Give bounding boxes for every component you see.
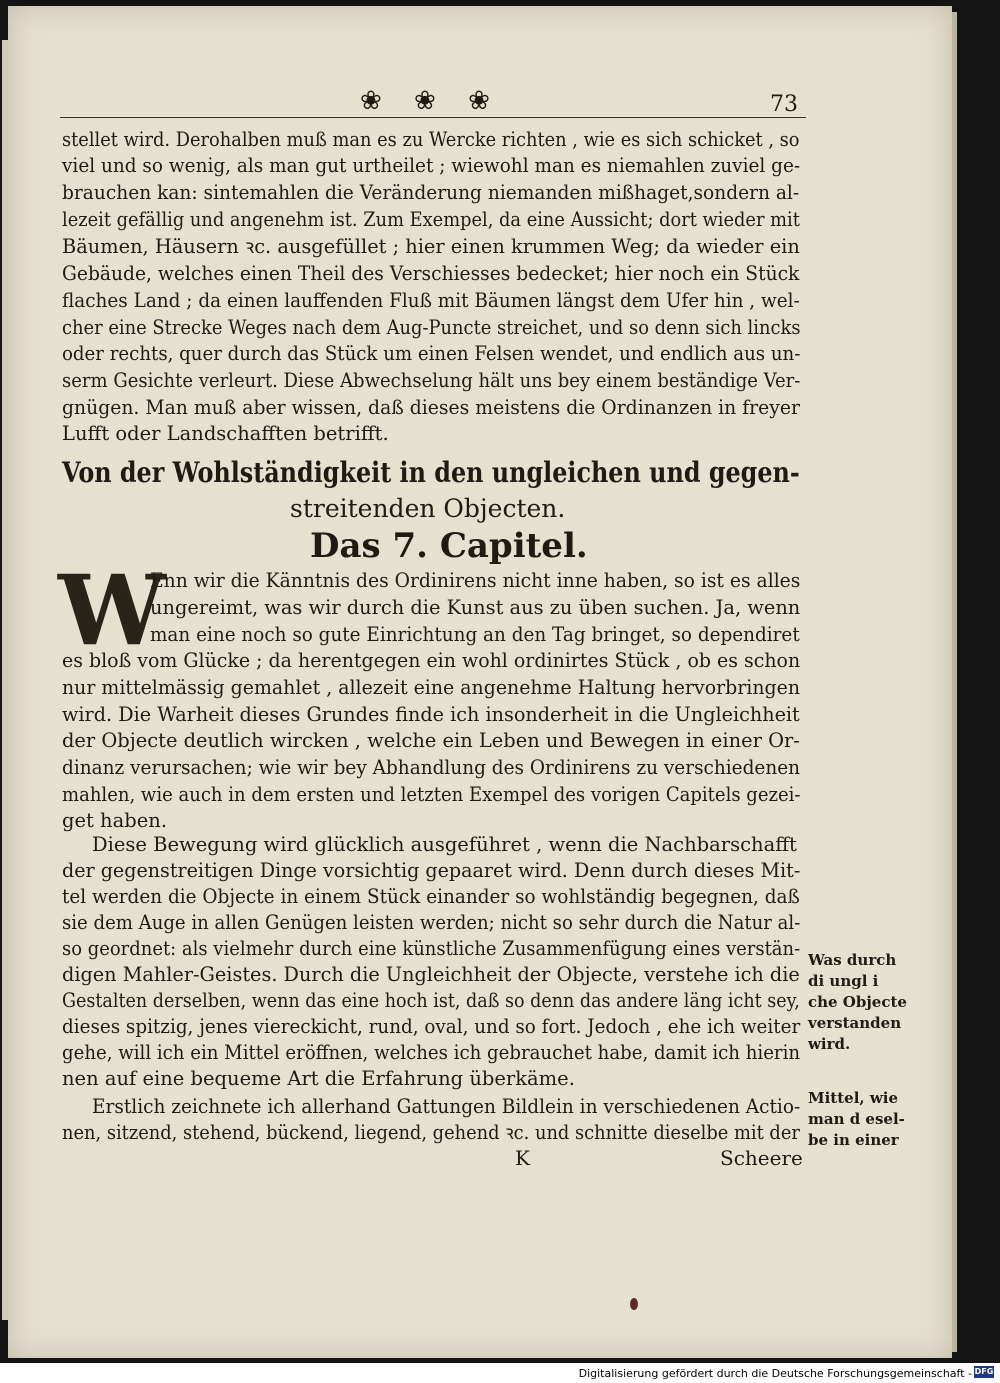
drop-initial: W [58, 554, 166, 667]
text-line: brauchen kan: sintemahlen die Veränderung niemanden mißhaget,sondern al- [62, 181, 800, 204]
text-line: stellet wird. Derohalben muß man es zu Wercke richten , wie es sich schicket , so [62, 128, 800, 151]
text-line: nen auf eine bequeme Art die Erfahrung überkäme. [62, 1067, 575, 1090]
text-line: wird. Die Warheit dieses Grundes finde ich insonderheit in die Ungleichheit [62, 703, 800, 726]
heading-line: streitenden Objecten. [290, 494, 566, 523]
text-line: Enn wir die Känntnis des Ordinirens nicht inne haben, so ist es alles [150, 569, 801, 592]
text-line: digen Mahler-Geistes. Durch die Ungleichheit der Objecte, verstehe ich die [62, 963, 800, 986]
text-line: viel und so wenig, als man gut urtheilet ; wiewohl man es niemahlen zuviel ge- [62, 154, 801, 177]
header-ornaments: ❀ ❀ ❀ [360, 86, 502, 116]
margin-note-line: verstanden [808, 1014, 902, 1032]
text-line: so geordnet: als vielmehr durch eine künstliche Zusammenfügung eines verstän- [62, 937, 801, 960]
text-line: der Objecte deutlich wircken , welche ein Leben und Bewegen in einer Or- [62, 729, 800, 752]
text-line: Diese Bewegung wird glücklich ausgeführet , wenn die Nachbarschafft [92, 833, 797, 856]
dfg-logo: DFG [974, 1367, 994, 1376]
text-line: sie dem Auge in allen Genügen leisten werden; nicht so sehr durch die Natur al- [62, 911, 801, 934]
text-line: ungereimt, was wir durch die Kunst aus zu üben suchen. Ja, wenn [150, 596, 801, 619]
text-line: cher eine Strecke Weges nach dem Aug-Puncte streichet, und so denn sich lincks [62, 316, 801, 339]
text-line: gnügen. Man muß aber wissen, daß dieses meistens die Ordinanzen in freyer [62, 396, 800, 419]
text-line: der gegenstreitigen Dinge vorsichtig gepaaret wird. Denn durch dieses Mit- [62, 859, 801, 882]
text-line: es bloß vom Glücke ; da herentgegen ein wohl ordinirtes Stück , ob es schon [62, 649, 801, 672]
page-number: 73 [770, 92, 798, 117]
text-line: Gebäude, welches einen Theil des Verschiesses bedecket; hier noch ein Stück [62, 262, 800, 285]
ink-stain [630, 1298, 638, 1310]
margin-note-line: man d esel- [808, 1110, 905, 1128]
margin-note-line: wird. [808, 1035, 851, 1053]
text-line: nur mittelmässig gemahlet , allezeit eine angenehme Haltung hervorbringen [62, 676, 801, 699]
text-line: Lufft oder Landschafften betrifft. [62, 422, 389, 445]
margin-note-line: be in einer [808, 1131, 899, 1149]
text-line: dieses spitzig, jenes viereckicht, rund, oval, und so fort. Jedoch , ehe ich weiter [62, 1015, 801, 1038]
text-line: tel werden die Objecte in einem Stück einander so wohlständig begegnen, daß [62, 885, 800, 908]
header-rule [60, 117, 806, 118]
margin-note-line: Mittel, wie [808, 1089, 898, 1107]
text-line: flaches Land ; da einen lauffenden Fluß mit Bäumen längst dem Ufer hin , wel- [62, 289, 800, 312]
margin-note-line: che Objecte [808, 993, 907, 1011]
catchword: Scheere [720, 1146, 803, 1170]
signature-mark: K [515, 1146, 530, 1170]
text-line: dinanz verursachen; wie wir bey Abhandlung des Ordinirens zu verschiedenen [62, 756, 801, 779]
chapter-title: Das 7. Capitel. [310, 526, 588, 566]
margin-note-line: Was durch [808, 951, 897, 969]
text-line: lezeit gefällig und angenehm ist. Zum Exempel, da eine Aussicht; dort wieder mit [62, 208, 800, 231]
text-line: gehe, will ich ein Mittel eröffnen, welches ich gebrauchet habe, damit ich hierin [62, 1041, 801, 1064]
text-line: nen, sitzend, stehend, bückend, liegend, gehend ꝛc. und schnitte dieselbe mit der [62, 1121, 800, 1144]
text-line: serm Gesichte verleurt. Diese Abwechselung hält uns bey einem beständige Ver- [62, 369, 801, 392]
text-line: oder rechts, quer durch das Stück um einen Felsen wendet, und endlich aus un- [62, 342, 801, 365]
text-line: get haben. [62, 809, 168, 832]
text-line: Bäumen, Häusern ꝛc. ausgefüllet ; hier einen krummen Weg; da wieder ein [62, 235, 800, 258]
footer-credit: Digitalisierung gefördert durch die Deutsche Forschungsgemeinschaft - [578, 1367, 972, 1380]
page-edge [952, 12, 957, 1352]
text-line: Erstlich zeichnete ich allerhand Gattungen Bildlein in verschiedenen Actio- [92, 1095, 801, 1118]
margin-note-line: di ungl i [808, 972, 879, 990]
text-line: man eine noch so gute Einrichtung an den Tag bringet, so dependiret [150, 623, 800, 646]
heading-line: Von der Wohlständigkeit in den ungleichen und gegen- [62, 456, 800, 489]
text-line: Gestalten derselben, wenn das eine hoch ist, daß so denn das andere läng icht sey, [62, 989, 800, 1012]
text-line: mahlen, wie auch in dem ersten und letzten Exempel des vorigen Capitels gezei- [62, 783, 801, 806]
